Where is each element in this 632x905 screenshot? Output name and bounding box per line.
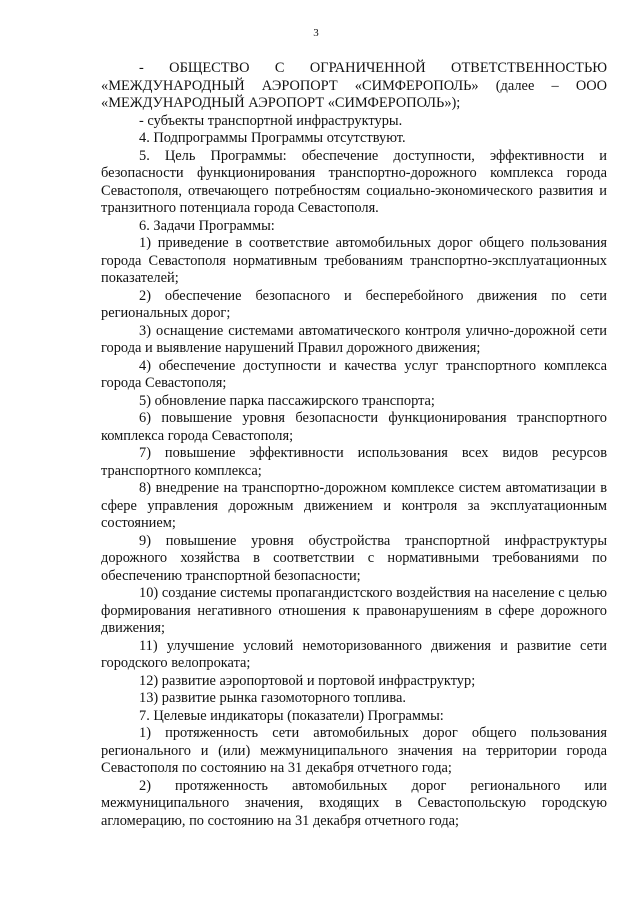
task-item-7: 7) повышение эффективности использования всех видов ресурсов транспортного комплекса;	[101, 445, 607, 479]
paragraph-transport-entities: - субъекты транспортной инфраструктуры.	[139, 112, 403, 129]
task-item-3: 3) оснащение системами автоматического контроля улично-дорожной сети города и выявление нарушений Правил дорожного движения;	[101, 322, 607, 356]
indicator-item-1: 1) протяженность сети автомобильных дорог общего пользования регионального и (или) межмуниципального значения на территории города Севастополя по состоянию на 31 декабря отчетного года;	[101, 725, 607, 776]
task-item-12: 12) развитие аэропортовой и портовой инфраструктур;	[139, 672, 476, 689]
task-item-9: 9) повышение уровня обустройства транспортной инфраструктуры дорожного хозяйства в соответствии с нормативными требованиями по обеспечению транспортной безопасности;	[101, 532, 607, 584]
paragraph-program-goal: 5. Цель Программы: обеспечение доступности, эффективности и безопасности функционирования транспортно-дорожного комплекса города Севастополя, отвечающего потребностям социально-экономического развития и транзитного потенциала города Севастополя.	[101, 147, 607, 216]
task-item-8: 8) внедрение на транспортно-дорожном комплексе систем автоматизации в сфере управления дорожным движением и контроля за эксплуатационным состоянием;	[101, 480, 607, 531]
paragraph-subprograms: 4. Подпрограммы Программы отсутствуют.	[139, 130, 406, 146]
indicator-item-2: 2) протяженность автомобильных дорог регионального или межмуниципального значения, входящих в Севастопольскую городскую агломерацию, по состоянию на 31 декабря отчетного года;	[101, 777, 607, 829]
task-item-2: 2) обеспечение безопасного и бесперебойного движения по сети региональных дорог;	[101, 287, 607, 321]
paragraph-llc-airport: - ОБЩЕСТВО С ОГРАНИЧЕННОЙ ОТВЕТСТВЕННОСТЬЮ «МЕЖДУНАРОДНЫЙ АЭРОПОРТ «СИМФЕРОПОЛЬ» (далее – ООО «МЕЖДУНАРОДНЫЙ АЭРОПОРТ «СИМФЕРОПОЛЬ»);	[101, 60, 607, 111]
task-item-11: 11) улучшение условий немоторизованного движения и развитие сети городского велопроката;	[101, 637, 607, 671]
task-item-5: 5) обновление парка пассажирского транспорта;	[139, 392, 435, 409]
task-item-6: 6) повышение уровня безопасности функционирования транспортного комплекса города Севастополя;	[101, 410, 607, 444]
task-item-13: 13) развитие рынка газомоторного топлива.	[139, 690, 406, 706]
page-number: 3	[313, 27, 319, 39]
paragraph-indicators-heading: 7. Целевые индикаторы (показатели) Программы:	[139, 707, 444, 724]
task-item-4: 4) обеспечение доступности и качества услуг транспортного комплекса города Севастополя;	[101, 357, 607, 391]
task-item-1: 1) приведение в соответствие автомобильных дорог общего пользования города Севастополя нормативным требованиям транспортно-эксплуатационных показателей;	[101, 235, 607, 286]
paragraph-tasks-heading: 6. Задачи Программы:	[139, 217, 275, 234]
document-body	[101, 60, 607, 830]
task-item-10: 10) создание системы пропагандистского воздействия на население с целью формирования негативного отношения к правонарушениям в сфере дорожного движения;	[101, 585, 607, 636]
